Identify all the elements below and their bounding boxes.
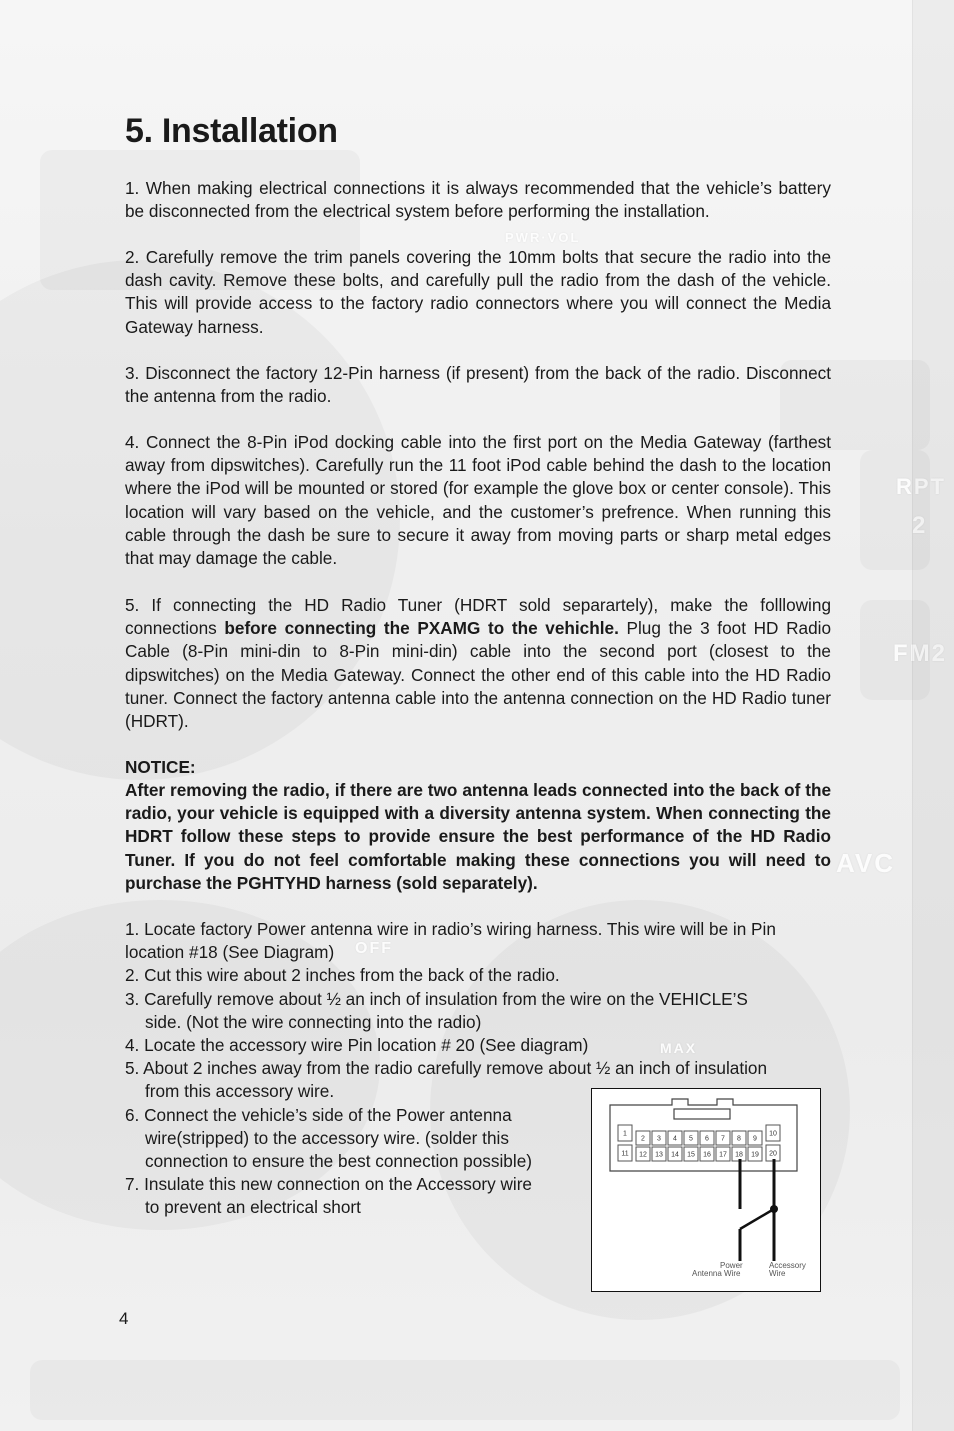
step-4	[125, 1034, 831, 1057]
step-6-line-3: connection to ensure the best connection possible)	[145, 1151, 532, 1172]
pin-9-label: 9	[753, 1135, 757, 1143]
step-1	[125, 918, 831, 964]
notice-heading: NOTICE:	[125, 757, 196, 777]
solder-joint	[770, 1205, 778, 1213]
step-2	[125, 964, 831, 987]
step-7-line-2: to prevent an electrical short	[145, 1197, 361, 1218]
label-wire: Wire	[769, 1269, 786, 1278]
paragraph-2: 2. Carefully remove the trim panels covering the 10mm bolts that secure the radio into the dash cavity. Remove these bolts, and carefully pull the radio from the dash of the vehicle. This will provide access to the factory radio connectors where you will connect the Media Gateway harness.	[125, 247, 831, 337]
pin-11-label: 11	[621, 1150, 629, 1158]
step-5-line-2: from this accessory wire.	[145, 1081, 335, 1102]
page-number: 4	[119, 1309, 129, 1328]
label-antenna-wire: Antenna Wire	[692, 1269, 741, 1278]
bg-label-2: 2	[912, 512, 928, 539]
paragraph-5-bold: before connecting the PXAMG to the vehichle.	[224, 618, 619, 639]
step-5-line-1: 5. About 2 inches away from the radio carefully remove about ½ an inch of insulation	[125, 1058, 768, 1078]
harness-connector-svg	[592, 1089, 819, 1290]
splice-wire	[740, 1209, 774, 1229]
paragraph-5-text-a: 5. If connecting the HD Radio Tuner (HDRT sold separartely), make the folllowing connections	[125, 595, 831, 639]
step-2-line-1: 2. Cut this wire about 2 inches from the back of the radio.	[125, 965, 560, 985]
step-6-line-1: 6. Connect the vehicle’s side of the Power antenna	[125, 1105, 512, 1125]
page-edge-strip	[912, 0, 954, 1431]
bg-label-pwr-vol: PWR·VOL	[505, 230, 581, 245]
bg-label-rpt: RPT	[896, 474, 946, 499]
paragraph-3: 3. Disconnect the factory 12-Pin harness (if present) from the back of the radio. Disconnect the antenna from the radio.	[125, 363, 831, 407]
step-6-line-2: wire(stripped) to the accessory wire. (solder this	[145, 1128, 509, 1149]
step-1-line-1: 1. Locate factory Power antenna wire in radio’s wiring harness. This wire will be in Pin	[125, 919, 776, 939]
pin-19-label: 19	[751, 1151, 759, 1159]
step-7	[125, 1173, 585, 1219]
wiring-harness-diagram	[591, 1088, 821, 1292]
paragraph-4: 4. Connect the 8-Pin iPod docking cable into the first port on the Media Gateway (farthest away from dipswitches). Carefully run the 11 foot iPod cable behind the dash to the location where the iPod will be mounted or stored (for example the glove box or center console). This location will vary based on the vehicle, and the customer’s prefrence. When running this cable through the dash be sure to secure it away from moving parts or sharp metal edges that may damage the cable.	[125, 432, 831, 569]
pin-7-label: 7	[721, 1135, 725, 1143]
bg-label-fm2: FM2	[893, 640, 947, 667]
pin-17-label: 17	[719, 1151, 727, 1159]
pin-1-label: 1	[623, 1130, 627, 1138]
paragraph-5	[125, 594, 831, 733]
pin-8-label: 8	[737, 1135, 741, 1143]
pin-15-label: 15	[687, 1151, 695, 1159]
step-4-line-1: 4. Locate the accessory wire Pin location # 20 (See diagram)	[125, 1035, 589, 1055]
step-7-line-1: 7. Insulate this new connection on the Accessory wire	[125, 1174, 532, 1194]
bg-label-off: OFF	[355, 940, 393, 957]
connector-latch	[674, 1109, 730, 1119]
label-accessory: Accessory	[769, 1261, 806, 1270]
step-3-line-2: side. (Not the wire connecting into the radio)	[145, 1012, 482, 1033]
pin-12-label: 12	[639, 1151, 647, 1159]
pin-2-label: 2	[641, 1135, 645, 1143]
pin-18-label: 18	[735, 1151, 743, 1159]
pin-6-label: 6	[705, 1135, 709, 1143]
label-power: Power	[720, 1261, 743, 1270]
notice-body: After removing the radio, if there are two antenna leads connected into the back of the radio, your vehicle is equipped with a diversity antenna system. When connecting the HDRT follow these steps to provide ensure the best performance of the HD Radio Tuner. If you do not feel comfortable making these connections you will need to purchase the PGHTYHD harness (sold separately).	[125, 780, 831, 893]
pin-5-label: 5	[689, 1135, 693, 1143]
paragraph-5-text-b: Plug the 3 foot HD Radio Cable (8-Pin mini-din to 8-Pin mini-din) cable into the second port (closest to the dipswitches) on the Media Gateway. Connect the other end of this cable into the HD Radio tuner. Connect the factory antenna cable into the antenna connection on the HD Radio tuner (HDRT).	[125, 618, 832, 732]
step-3-line-1: 3. Carefully remove about ½ an inch of insulation from the wire on the VEHICLE’S	[125, 989, 748, 1009]
step-6	[125, 1104, 585, 1174]
step-3	[125, 988, 831, 1034]
pin-3-label: 3	[657, 1135, 661, 1143]
page-title: 5. Installation	[125, 112, 338, 150]
pin-4-label: 4	[673, 1135, 677, 1143]
pin-14-label: 14	[671, 1151, 679, 1159]
bg-label-max: MAX	[660, 1040, 698, 1056]
pin-10-label: 10	[769, 1130, 777, 1138]
pin-13-label: 13	[655, 1151, 663, 1159]
bg-label-avc: AVC	[836, 848, 895, 878]
pin-20-label: 20	[769, 1150, 777, 1158]
step-1-line-2: location #18 (See Diagram)	[125, 942, 335, 963]
pin-16-label: 16	[703, 1151, 711, 1159]
paragraph-1: 1. When making electrical connections it is always recommended that the vehicle’s battery be disconnected from the electrical system before performing the installation.	[125, 178, 831, 222]
